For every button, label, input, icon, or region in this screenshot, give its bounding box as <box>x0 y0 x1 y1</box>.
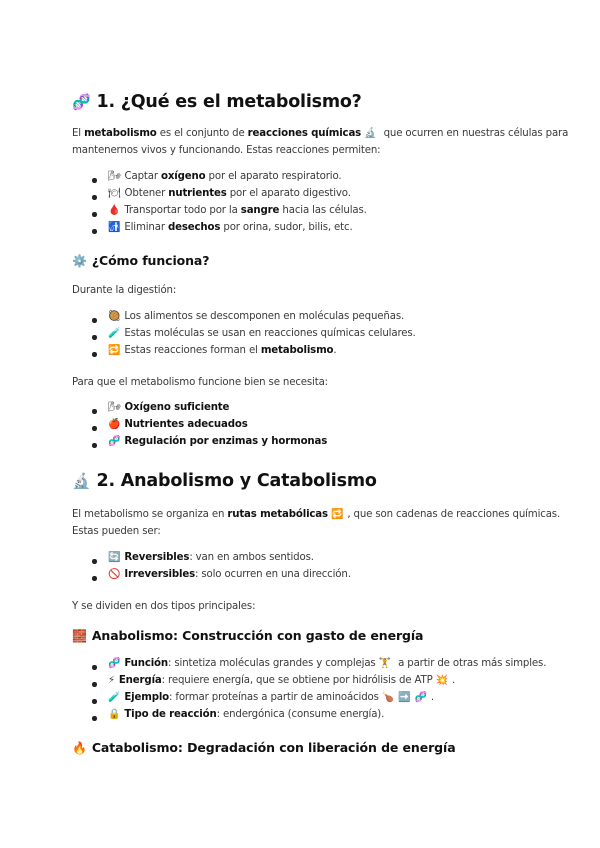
needs-text: Para que el metabolismo funcione bien se necesita: <box>72 377 328 388</box>
list-item: 🔄 Reversibles: van en ambos sentidos. <box>108 552 314 563</box>
gear-icon: ⚙️ <box>72 254 87 268</box>
list-item: 🧪 Estas moléculas se usan en reacciones químicas celulares. <box>108 328 416 339</box>
dna-icon: 🧬 <box>108 658 121 669</box>
wind-icon: 🌬 <box>108 402 121 413</box>
s1-intro-line1: El metabolismo es el conjunto de reacciones químicas 🔬 que ocurren en nuestras células para <box>72 125 568 142</box>
list-item: 🩸 Transportar todo por la sangre hacia las células. <box>108 205 367 216</box>
anabolism-title: 🧱 Anabolismo: Construcción con gasto de energía <box>72 628 424 643</box>
bricks-icon: 🧱 <box>72 629 87 643</box>
test-tube-icon: 🧪 <box>108 692 121 703</box>
restroom-icon: 🚮 <box>108 222 121 233</box>
collision-icon: 💥 <box>435 675 448 686</box>
list-item: 🔒 Tipo de reacción: endergónica (consume energía). <box>108 709 385 720</box>
dna-icon: 🧬 <box>72 93 91 111</box>
microscope-icon: 🔬 <box>72 472 91 490</box>
prohibited-icon: 🚫 <box>108 569 121 580</box>
s2-intro-line2: Estas pueden ser: <box>72 526 161 537</box>
section-2-title: 🔬 2. Anabolismo y Catabolismo <box>72 471 377 491</box>
lightning-icon: ⚡ <box>108 675 115 686</box>
list-item: 🚮 Eliminar desechos por orina, sudor, bilis, etc. <box>108 222 353 233</box>
meat-icon: 🍗 <box>381 692 395 703</box>
blood-drop-icon: 🩸 <box>108 205 121 216</box>
weightlifter-icon: 🏋 <box>378 658 391 669</box>
how-it-works-title: ⚙️ ¿Cómo funciona? <box>72 253 210 268</box>
list-item: 🌬 Captar oxígeno por el aparato respiratorio. <box>108 171 342 182</box>
section-1-title: 🧬 1. ¿Qué es el metabolismo? <box>72 92 362 112</box>
fire-icon: 🔥 <box>72 741 87 755</box>
list-item: 🧪 Ejemplo: formar proteínas a partir de aminoácidos 🍗 ➡️ 🧬 . <box>108 692 434 703</box>
s1-intro-line2: mantenernos vivos y funcionando. Estas reacciones permiten: <box>72 145 381 156</box>
list-item: 🥘 Los alimentos se descomponen en moléculas pequeñas. <box>108 311 405 322</box>
list-item: 🚫 Irreversibles: solo ocurren en una dirección. <box>108 569 351 580</box>
lock-icon: 🔒 <box>108 709 121 720</box>
wind-icon: 🌬 <box>108 171 121 182</box>
cycle-icon: 🔄 <box>108 552 121 563</box>
s2-intro-line1: El metabolismo se organiza en rutas metabólicas 🔁 , que son cadenas de reacciones químicas. <box>72 506 560 523</box>
dna-icon: 🧬 <box>108 436 121 447</box>
test-tube-icon: 🧪 <box>108 328 121 339</box>
list-item: 🧬 Regulación por enzimas y hormonas <box>108 436 328 447</box>
list-item: 🍽 Obtener nutrientes por el aparato digestivo. <box>108 188 351 199</box>
food-icon: 🥘 <box>108 311 121 322</box>
fork-knife-icon: 🍽 <box>108 188 121 199</box>
microscope-icon: 🔬 <box>364 128 377 139</box>
divide-text: Y se dividen en dos tipos principales: <box>72 601 256 612</box>
repeat-icon: 🔁 <box>331 509 344 520</box>
apple-icon: 🍎 <box>108 419 121 430</box>
arrow-right-icon: ➡️ <box>398 692 411 703</box>
catabolism-title: 🔥 Catabolismo: Degradación con liberación de energía <box>72 740 456 755</box>
dna-icon: 🧬 <box>414 692 427 703</box>
list-item: 🔁 Estas reacciones forman el metabolismo. <box>108 345 337 356</box>
list-item: 🍎 Nutrientes adecuados <box>108 419 248 430</box>
repeat-icon: 🔁 <box>108 345 121 356</box>
digestion-text: Durante la digestión: <box>72 285 177 296</box>
list-item: 🌬 Oxígeno suficiente <box>108 402 230 413</box>
list-item: ⚡ Energía: requiere energía, que se obtiene por hidrólisis de ATP 💥 . <box>108 675 456 686</box>
list-item: 🧬 Función: sintetiza moléculas grandes y complejas 🏋 a partir de otras más simples. <box>108 658 547 669</box>
